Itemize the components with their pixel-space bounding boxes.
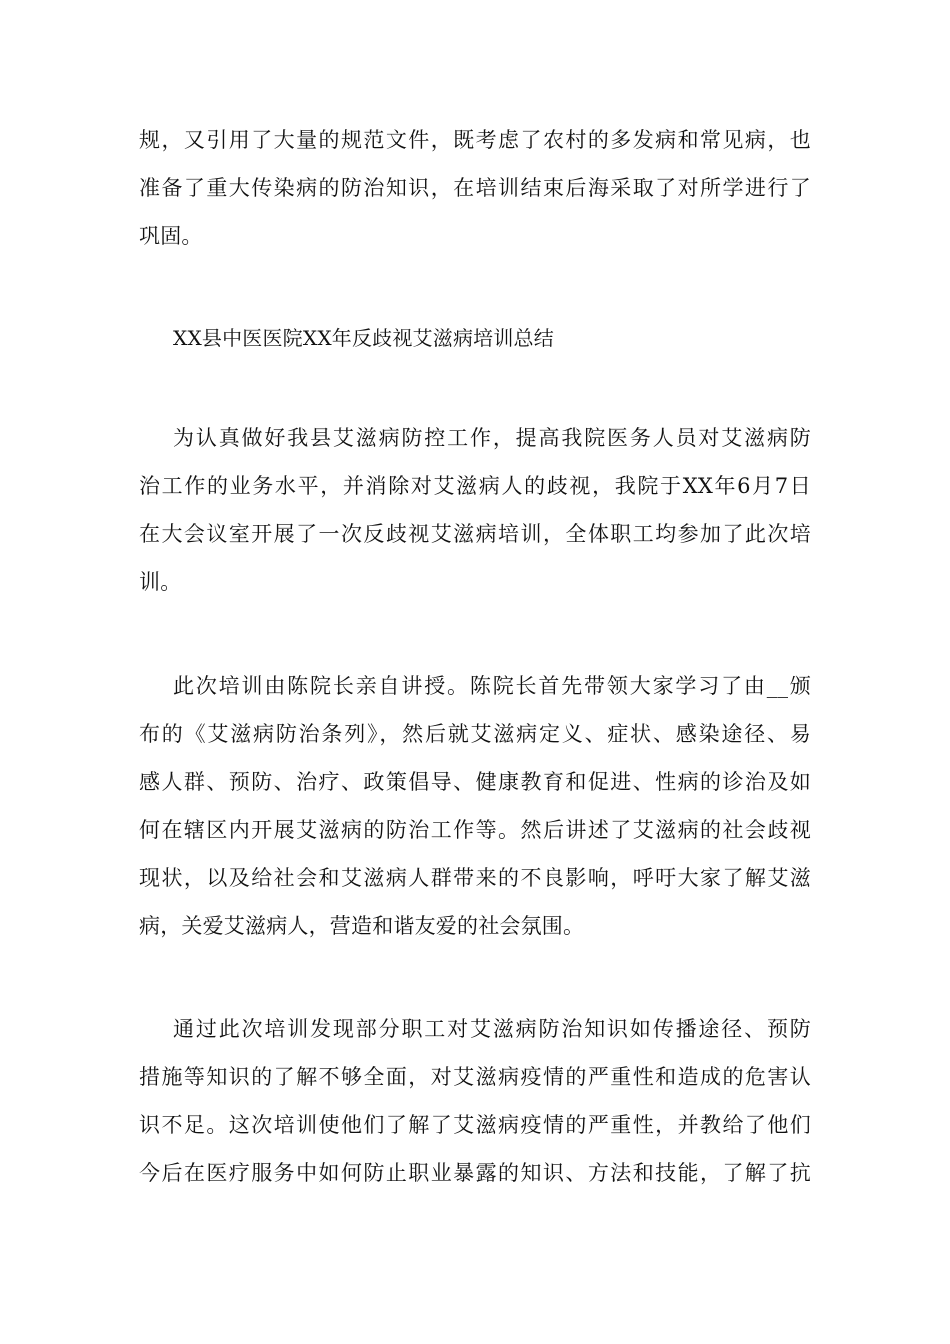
text-line: 在大会议室开展了一次反歧视艾滋病培训，全体职工均参加了此次培 (139, 522, 811, 546)
text-line: 为认真做好我县艾滋病防控工作，提高我院医务人员对艾滋病防 (173, 426, 811, 450)
text-line: 识不足。这次培训使他们了解了艾滋病疫情的严重性，并教给了他们 (139, 1113, 811, 1137)
paragraph-training-content (139, 662, 811, 950)
text-line: 现状，以及给社会和艾滋病人群带来的不良影响，呼吁大家了解艾滋 (139, 866, 811, 890)
text-line: 病，关爱艾滋病人，营造和谐友爱的社会氛围。 (139, 914, 585, 938)
text-line: 规，又引用了大量的规范文件，既考虑了农村的多发病和常见病，也 (139, 128, 811, 152)
text-line: 何在辖区内开展艾滋病的防治工作等。然后讲述了艾滋病的社会歧视 (139, 818, 811, 842)
text-line: 治工作的业务水平，并消除对艾滋病人的歧视，我院于XX年6月7日 (139, 474, 811, 498)
section-title (139, 314, 811, 362)
text-line: 布的《艾滋病防治条列》，然后就艾滋病定义、症状、感染途径、易 (139, 722, 811, 746)
section-title-text: XX县中医医院XX年反歧视艾滋病培训总结 (173, 326, 554, 350)
text-line: 巩固。 (139, 224, 203, 248)
paragraph-intro (139, 414, 811, 606)
text-line: 感人群、预防、治疗、政策倡导、健康教育和促进、性病的诊治及如 (139, 770, 811, 794)
text-line: 此次培训由陈院长亲自讲授。陈院长首先带领大家学习了由__颁 (173, 674, 811, 698)
text-line: 通过此次培训发现部分职工对艾滋病防治知识如传播途径、预防 (173, 1017, 811, 1041)
text-line: 今后在医疗服务中如何防止职业暴露的知识、方法和技能，了解了抗 (139, 1161, 811, 1185)
text-line: 训。 (139, 570, 182, 594)
text-line: 措施等知识的了解不够全面，对艾滋病疫情的严重性和造成的危害认 (139, 1065, 811, 1089)
text-line: 准备了重大传染病的防治知识，在培训结束后海采取了对所学进行了 (139, 176, 811, 200)
paragraph-findings (139, 1005, 811, 1197)
paragraph-continuation (139, 116, 811, 260)
